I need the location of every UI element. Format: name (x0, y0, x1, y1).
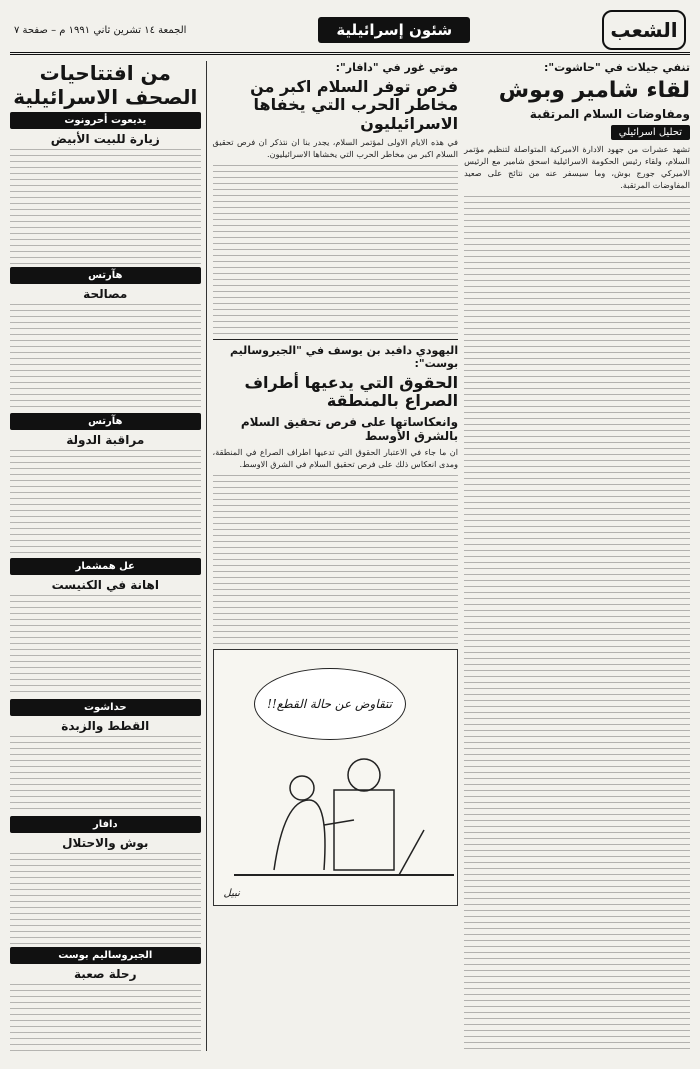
lead-mid-headline: فرص توفر السلام اكبر من مخاطر الحرب التي يخفاها الاسرائيليون (250, 77, 459, 133)
second-story-body-text (213, 475, 459, 645)
lead-mid-kicker: موتي غور في "دافار": (335, 61, 459, 74)
lead-right-subhead: ومفاوضات السلام المرتقبة (529, 107, 690, 122)
lead-mid-body-text (213, 165, 459, 335)
lead-mid-intro: في هذه الايام الاولى لمؤتمر السلام، يجدر بنا ان نتذكر ان فرص تحقيق السلام اكبر من مخاطر الحرب التي يخشاها الاسرائيليون. (212, 137, 459, 160)
editorial-body (10, 736, 201, 813)
cartoon (213, 649, 459, 906)
masthead (10, 8, 690, 55)
newspaper-logo: الشعب (602, 10, 686, 50)
editorial-body (10, 595, 201, 696)
lead-right-tag: تحليل اسرائيلي (611, 125, 690, 140)
editorial-title: مصالحة (83, 287, 128, 302)
editorial-body (10, 984, 201, 1051)
dateline: الجمعة ١٤ تشرين ثاني ١٩٩١ م – صفحة ٧ (14, 24, 187, 36)
lead-story-middle (213, 61, 459, 1051)
lead-story-right (464, 61, 690, 1051)
editorial-title: اهانة في الكنيست (51, 578, 159, 593)
editorial-title: بوش والاحتلال (62, 835, 149, 850)
second-story-intro: ان ما جاء في الاعتبار الحقوق التي تدعيها اطراف الصراع في المنطقة، ومدى انعكاس ذلك على فرص تحقيق السلام في الشرق الاوسط. (212, 446, 459, 469)
editorial-label: حداشوت (10, 699, 201, 716)
second-story-subhead: وانعكاساتها على فرص تحقيق السلام بالشرق الأوسط (240, 414, 459, 443)
section-banner: شئون إسرائيلية (318, 17, 470, 43)
cartoon-caption: تتقاوض عن حالة القطع!! (254, 668, 406, 740)
lead-right-kicker: تنفي جيلات في "حاشوت": (544, 61, 690, 74)
editorial-title: مراقبة الدولة (66, 432, 145, 447)
editorial-title: رحلة صعبة (74, 966, 137, 981)
newspaper-page (10, 8, 690, 1053)
editorial-label: دافار (10, 816, 201, 833)
editorials-title: من افتتاحيات الصحف الاسرائيلية (13, 61, 198, 109)
lead-right-intro: تشهد عشرات من جهود الادارة الاميركية المتواصلة لتنظيم مؤتمر السلام، ولقاء رئيس الحكومة الاسرائيلية اسحق شامير مع الرئيس الاميركي جورج بوش، وما سيسفر عنه من نتائج على صعيد المفاوضات المرتقبة. (464, 144, 690, 190)
lead-right-body-text (464, 196, 690, 1051)
columns (10, 61, 690, 1051)
editorial-body (10, 450, 201, 556)
editorials-column (10, 61, 207, 1051)
editorial-label: هآرتس (10, 413, 201, 430)
divider (213, 339, 459, 340)
editorial-label: هآرتس (10, 267, 201, 284)
editorial-title: زيارة للبيت الأبيض (50, 132, 160, 146)
editorial-label: يديعوت أحرونوت (10, 112, 201, 129)
second-story-headline: الحقوق التي يدعيها أطراف الصراع بالمنطقة (244, 372, 459, 411)
editorial-label: عل همشمار (10, 558, 201, 575)
editorial-label: الجيروساليم بوست (10, 947, 201, 964)
editorial-body (10, 149, 201, 264)
lead-right-headline: لقاء شامير وبوش (498, 78, 690, 103)
editorial-body (10, 853, 201, 944)
second-story-kicker: اليهودي دافيد بن يوسف في "الجيروساليم بوست": (229, 343, 459, 370)
editorial-body (10, 304, 201, 410)
editorial-title: القطط والزبدة (61, 718, 150, 733)
cartoon-signature: نبيل (223, 887, 240, 899)
